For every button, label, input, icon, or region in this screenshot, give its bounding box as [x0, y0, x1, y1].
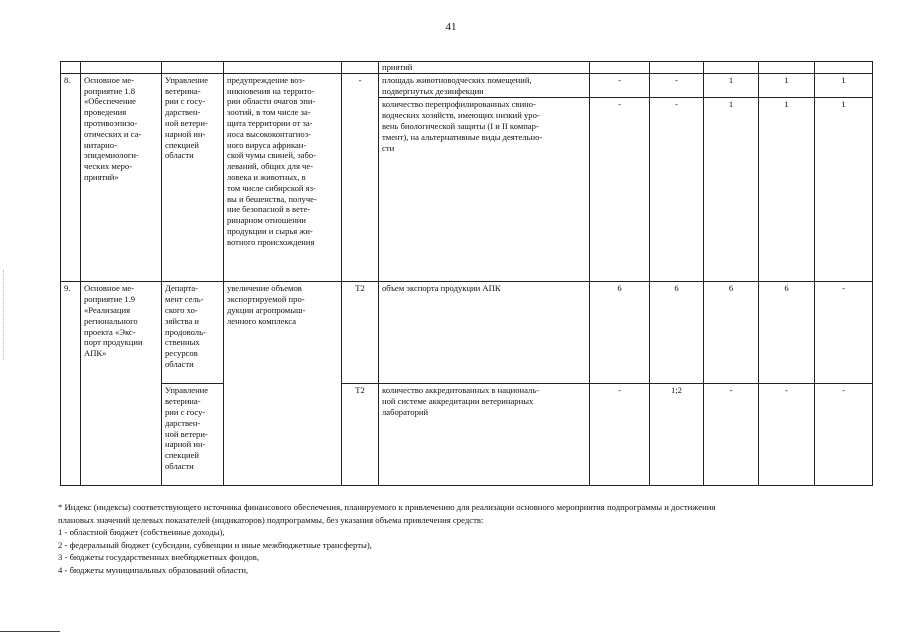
- indicator-value: 1: [704, 73, 759, 98]
- continuation-text: приятий: [379, 62, 590, 74]
- indicator-value: -: [590, 73, 650, 98]
- indicator-value: -: [815, 282, 873, 384]
- page-number: 41: [445, 21, 457, 33]
- executor: Департа- мент сель- ского хо- зяйства и продоволь- ственных ресурсов области: [162, 282, 224, 384]
- indicator-value: 6: [704, 282, 759, 384]
- table-row: [61, 282, 873, 384]
- row-number: 8.: [61, 73, 81, 282]
- indicator-name: количество аккредитованных в националь- ной системе аккредитации ветеринарных лабораторий: [379, 384, 590, 486]
- expected-result: предупреждение воз- никновения на террито- рии области очагов эпи- зоотий, в том числе за- щита территории от за- носа высококонтагиоз- ного вируса африкан- ской чумы свиней, забо- леваний, общих для че- ловека и животных, в том числе сибирской яз- вы и бешенства, получе- ние безопасной в вете- ринарном отношении продукции и сырья жи- вотного происхождения: [224, 73, 342, 282]
- indicator-value: -: [650, 98, 704, 282]
- table-row: [61, 384, 873, 486]
- indicator-value: 1: [815, 73, 873, 98]
- indicator-value: 6: [759, 282, 815, 384]
- indicator-name: количество перепрофилированных свино- водческих хозяйств, имеющих низкий уро- вень биологической защиты (I и II компар- тмент), на альтернативные виды деятельно- сти: [379, 98, 590, 282]
- funding-source: Т2: [342, 384, 379, 486]
- footnote-item: 4 - бюджеты муниципальных образований области,: [58, 564, 249, 575]
- funding-source: Т2: [342, 282, 379, 384]
- indicator-value: 6: [590, 282, 650, 384]
- footnote-item: 3 - бюджеты государственных внебюджетных фондов,: [58, 552, 259, 563]
- executor: Управление ветерина- рии с госу- дарствен- ной ветери- нарной ин- спекцией области: [162, 384, 224, 486]
- footnotes: [58, 501, 878, 577]
- scan-margin-marks: [3, 270, 5, 360]
- indicator-value: -: [650, 73, 704, 98]
- funding-source: -: [342, 73, 379, 282]
- measures-table: [60, 61, 873, 486]
- footnote-item: 1 - областной бюджет (собственные доходы),: [58, 527, 225, 538]
- event-name: Основное ме- роприятие 1.9 «Реализация регионального проекта «Экс- порт продукции АПК»: [81, 282, 162, 486]
- indicator-name: площадь животноводческих помещений, подвергнутых дезинфекции: [379, 73, 590, 98]
- expected-result: увеличение объемов экспортируемой про- дукции агропромыш- ленного комплекса: [224, 282, 342, 486]
- indicator-value: -: [704, 384, 759, 486]
- bottom-rule: [0, 631, 60, 632]
- indicator-value: 1: [759, 98, 815, 282]
- row-number: 9.: [61, 282, 81, 486]
- indicator-value: -: [815, 384, 873, 486]
- indicator-value: 1: [704, 98, 759, 282]
- table-row: [61, 73, 873, 98]
- indicator-value: 1;2: [650, 384, 704, 486]
- indicator-value: 1: [759, 73, 815, 98]
- executor: Управление ветерина- рии с госу- дарствен- ной ветери- нарной ин- спекцией области: [162, 73, 224, 282]
- indicator-value: -: [759, 384, 815, 486]
- footnote-item: 2 - федеральный бюджет (субсидии, субвенции и иные межбюджетные трансферты),: [58, 539, 372, 550]
- continuation-row: [61, 62, 873, 74]
- indicator-name: объем экспорта продукции АПК: [379, 282, 590, 384]
- indicator-value: -: [590, 98, 650, 282]
- indicator-value: -: [590, 384, 650, 486]
- indicator-value: 6: [650, 282, 704, 384]
- footnote-note: * Индекс (индексы) соответствующего источника финансового обеспечения, планируемого к привлечению для реализации основного мероприятия подпрограммы и достижения плановых значений целевых показателей (индикаторов) подпрограммы, без указания объема привлечения средств:: [58, 502, 716, 525]
- event-name: Основное ме- роприятие 1.8 «Обеспечение проведения противоэпизо- отических и са- нитарно- эпидемиологи- ческих меро- приятий»: [81, 73, 162, 282]
- indicator-value: 1: [815, 98, 873, 282]
